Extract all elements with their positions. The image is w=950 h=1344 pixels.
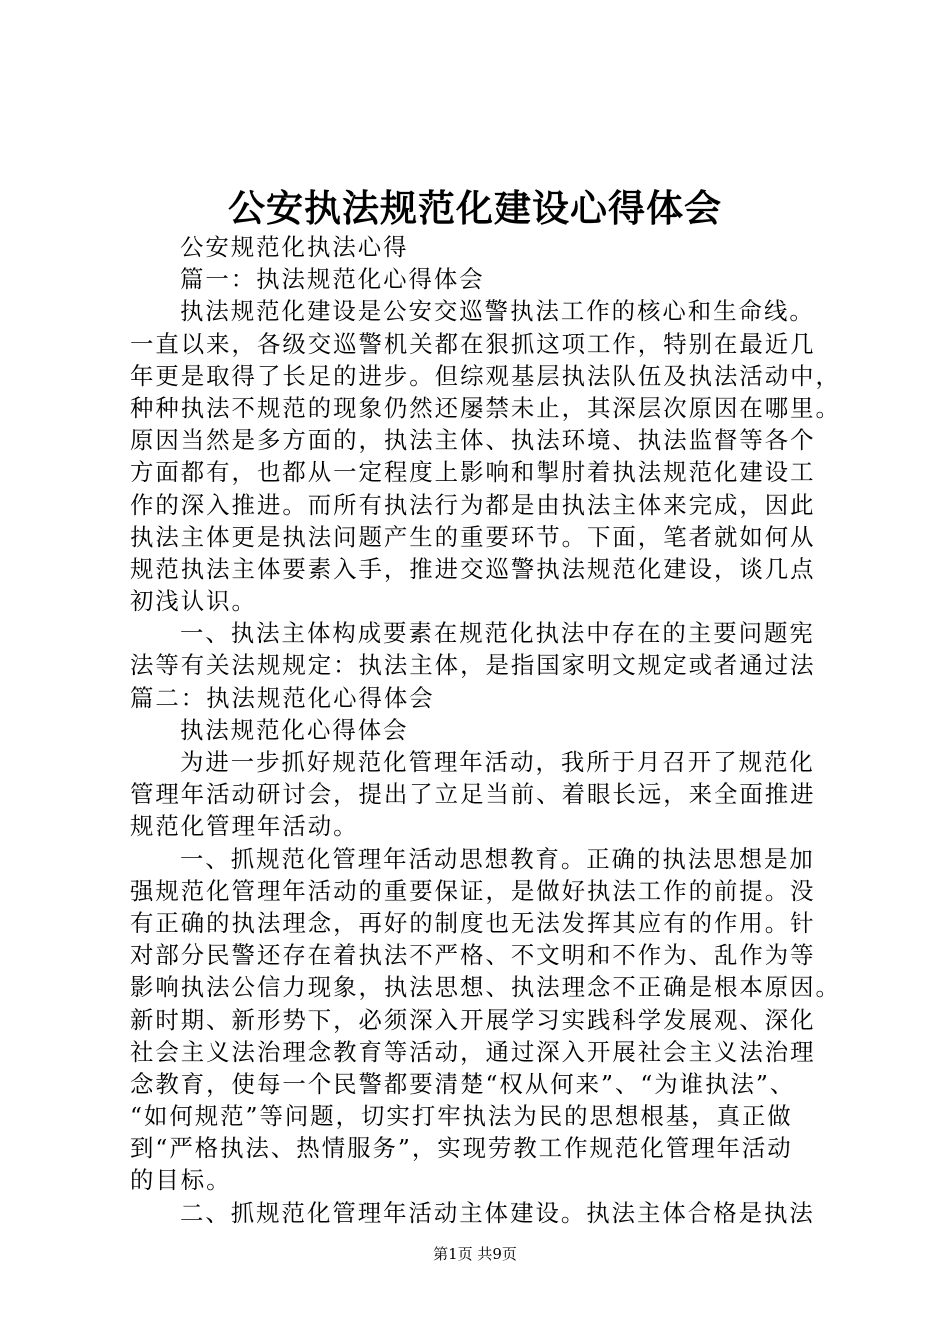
text-line: 一、执法主体构成要素在规范化执法中存在的主要问题宪: [180, 619, 815, 648]
text-line: 强规范化管理年活动的重要保证，是做好执法工作的前提。没: [130, 876, 816, 905]
text-line: 执法规范化建设是公安交巡警执法工作的核心和生命线。: [180, 297, 815, 326]
document-body: [130, 231, 841, 1229]
text-line: 规范化管理年活动。: [130, 812, 359, 841]
text-line: 的目标。: [130, 1166, 232, 1195]
document-title: 公安执法规范化建设心得体会: [228, 186, 722, 230]
text-line: 到“严格执法、热情服务”，实现劳教工作规范化管理年活动: [130, 1134, 793, 1163]
page-footer: 第1页 共9页: [433, 1245, 517, 1263]
text-line: 作的深入推进。而所有执法行为都是由执法主体来完成，因此: [130, 490, 816, 519]
text-line: 一直以来，各级交巡警机关都在狠抓这项工作，特别在最近几: [130, 329, 816, 358]
text-line: “如何规范”等问题，切实打牢执法为民的思想根基，真正做: [130, 1102, 793, 1131]
text-line: 影响执法公信力现象，执法思想、执法理念不正确是根本原因。: [130, 973, 841, 1002]
text-line: 一、抓规范化管理年活动思想教育。正确的执法思想是加: [180, 844, 815, 873]
text-line: 新时期、新形势下，必须深入开展学习实践科学发展观、深化: [130, 1005, 816, 1034]
text-line: 篇二：执法规范化心得体会: [130, 683, 435, 712]
text-line: 年更是取得了长足的进步。但综观基层执法队伍及执法活动中，: [130, 361, 841, 390]
text-line: 初浅认识。: [130, 587, 257, 616]
text-line: 为进一步抓好规范化管理年活动，我所于月召开了规范化: [180, 748, 815, 776]
text-line: 原因当然是多方面的，执法主体、执法环境、执法监督等各个: [130, 426, 816, 455]
text-line: 规范执法主体要素入手，推进交巡警执法规范化建设，谈几点: [130, 554, 816, 583]
text-line: 法等有关法规规定：执法主体，是指国家明文规定或者通过法: [130, 651, 816, 680]
text-line: 有正确的执法理念，再好的制度也无法发挥其应有的作用。针: [130, 908, 816, 937]
text-line: 社会主义法治理念教育等活动，通过深入开展社会主义法治理: [130, 1037, 816, 1066]
text-line: 念教育，使每一个民警都要清楚“权从何来”、“为谁执法”、: [130, 1069, 796, 1098]
text-line: 方面都有，也都从一定程度上影响和掣肘着执法规范化建设工: [130, 458, 816, 487]
text-line: 篇一：执法规范化心得体会: [180, 265, 485, 294]
text-line: 公安规范化执法心得: [180, 233, 409, 261]
text-line: 对部分民警还存在着执法不严格、不文明和不作为、乱作为等: [130, 941, 816, 970]
text-line: 二、抓规范化管理年活动主体建设。执法主体合格是执法: [180, 1198, 815, 1227]
text-line: 管理年活动研讨会，提出了立足当前、着眼长远，来全面推进: [130, 780, 816, 809]
text-line: 种种执法不规范的现象仍然还屡禁未止，其深层次原因在哪里。: [130, 393, 841, 422]
text-line: 执法主体更是执法问题产生的重要环节。下面，笔者就如何从: [130, 522, 816, 551]
text-line: 执法规范化心得体会: [180, 715, 409, 744]
